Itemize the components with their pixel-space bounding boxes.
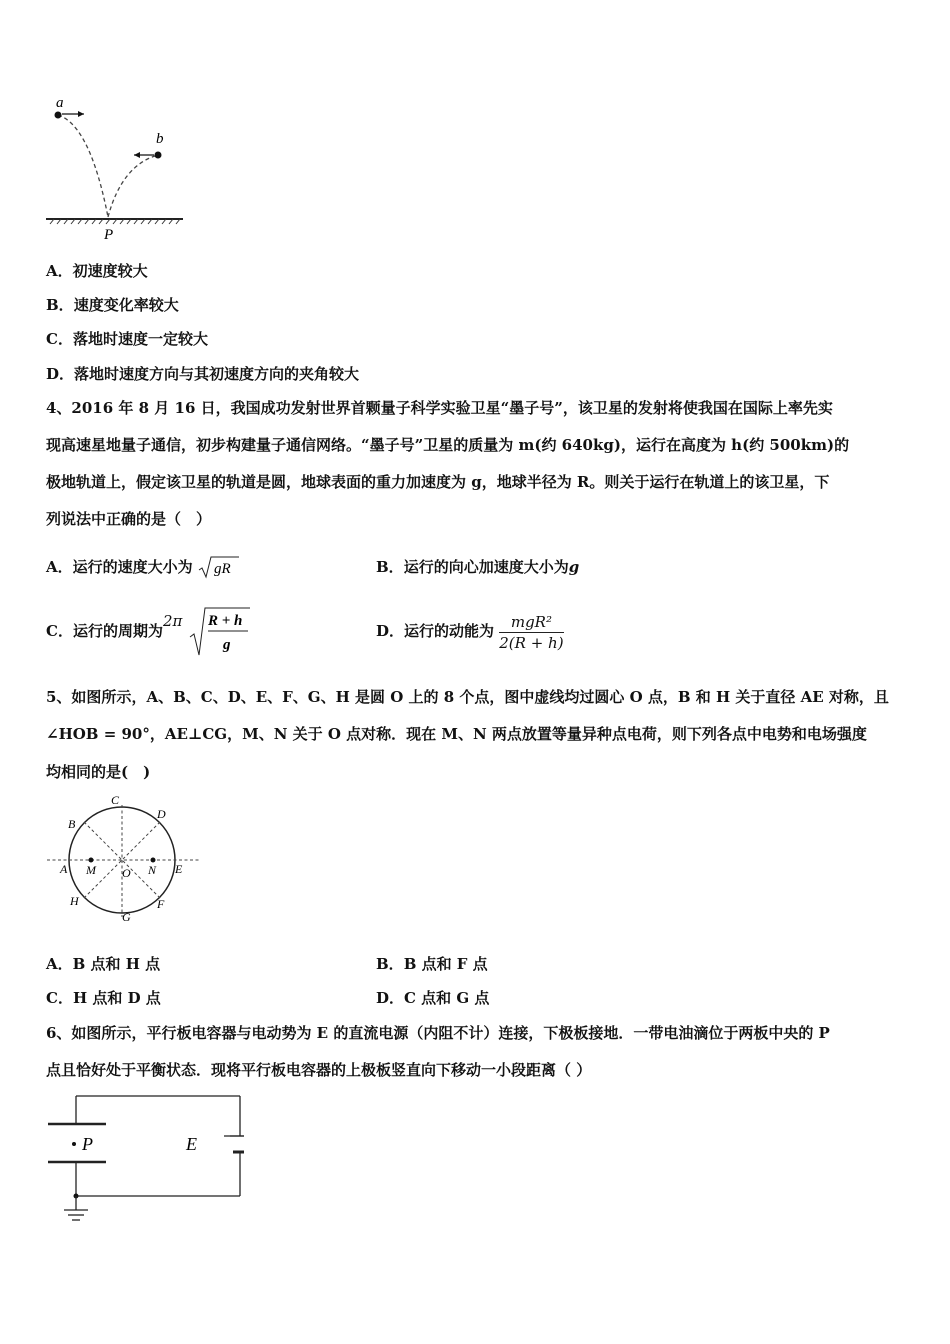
- svg-text:G: G: [122, 910, 131, 923]
- q3-option-a: A．初速度较大: [46, 262, 148, 280]
- q5-line-2: ∠HOB = 90°，AE⊥CG，M、N 关于 O 点对称．现在 M、N 两点放置等量异种点电荷，则下列各点中电势和电场强度: [46, 725, 867, 743]
- q3-option-b: B．速度变化率较大: [46, 296, 179, 314]
- svg-text:gR: gR: [213, 561, 231, 577]
- svg-text:E: E: [175, 862, 183, 876]
- q3-option-d: D．落地时速度方向与其初速度方向的夹角较大: [46, 365, 360, 383]
- q6-line-2: 点且恰好处于平衡状态．现将平行板电容器的上极板竖直向下移动一小段距离（ ）: [46, 1061, 592, 1079]
- q4-line-1: 4、2016 年 8 月 16 日，我国成功发射世界首颗量子科学实验卫星“墨子号”，该卫星的发射将使我国在国际上率先实: [46, 399, 833, 417]
- svg-text:B: B: [68, 817, 76, 831]
- svg-text:C: C: [111, 793, 120, 807]
- q5-line-3: 均相同的是( ): [46, 763, 151, 781]
- q4-option-a: A．运行的速度大小为 gR: [46, 555, 240, 581]
- svg-text:H: H: [70, 894, 79, 908]
- q4-line-3: 极地轨道上，假定该卫星的轨道是圆，地球表面的重力加速度为 g，地球半径为 R。则关于运行在轨道上的该卫星，下: [46, 473, 830, 491]
- svg-text:A: A: [60, 862, 68, 876]
- circuit-label-e: E: [186, 1134, 197, 1154]
- q5-option-b: B．B 点和 F 点: [376, 955, 488, 973]
- circuit-label-p: P: [82, 1134, 93, 1154]
- svg-text:N: N: [148, 863, 157, 877]
- label-a: a: [56, 95, 64, 111]
- sqrt-gR: [198, 555, 240, 581]
- label-p: P: [104, 227, 114, 243]
- q3-option-c: C．落地时速度一定较大: [46, 330, 208, 348]
- svg-text:R + h: R + h: [207, 613, 243, 629]
- q5-line-1: 5、如图所示，A、B、C、D、E、F、G、H 是圆 O 上的 8 个点，图中虚线均过圆心 O 点，B 和 H 关于直径 AE 对称，且: [46, 688, 889, 706]
- svg-text:F: F: [157, 897, 165, 911]
- fraction-kinetic-energy: $\frac{\text{mgR²}}{2(R + h)}$: [499, 612, 564, 652]
- q5-option-c: C．H 点和 D 点: [46, 989, 161, 1007]
- svg-text:O: O: [122, 866, 131, 880]
- circle-figure: [44, 793, 204, 923]
- q4-option-c: C．运行的周期为2π R + h g: [46, 604, 252, 659]
- svg-text:M: M: [86, 863, 96, 877]
- q4-line-4: 列说法中正确的是（ ）: [46, 510, 212, 528]
- q4-option-b: B．运行的向心加速度大小为g: [376, 558, 580, 576]
- q5-option-a: A．B 点和 H 点: [46, 955, 161, 973]
- q6-line-1: 6、如图所示，平行板电容器与电动势为 E 的直流电源（内阻不计）连接，下极板接地．一带电油滴位于两板中央的 P: [46, 1024, 830, 1042]
- svg-text:D: D: [157, 807, 166, 821]
- projectile-figure: [40, 95, 190, 245]
- circuit-figure: [44, 1092, 244, 1232]
- q4-option-d: D．运行的动能为 $\frac{\text{mgR²}}{2(R + h)}$: [376, 612, 564, 652]
- q5-option-d: D．C 点和 G 点: [376, 989, 490, 1007]
- svg-text:g: g: [222, 637, 231, 653]
- q4-line-2: 现高速星地量子通信，初步构建量子通信网络。“墨子号”卫星的质量为 m(约 640kg)，运行在高度为 h(约 500km)的: [46, 436, 850, 454]
- label-b: b: [156, 131, 164, 147]
